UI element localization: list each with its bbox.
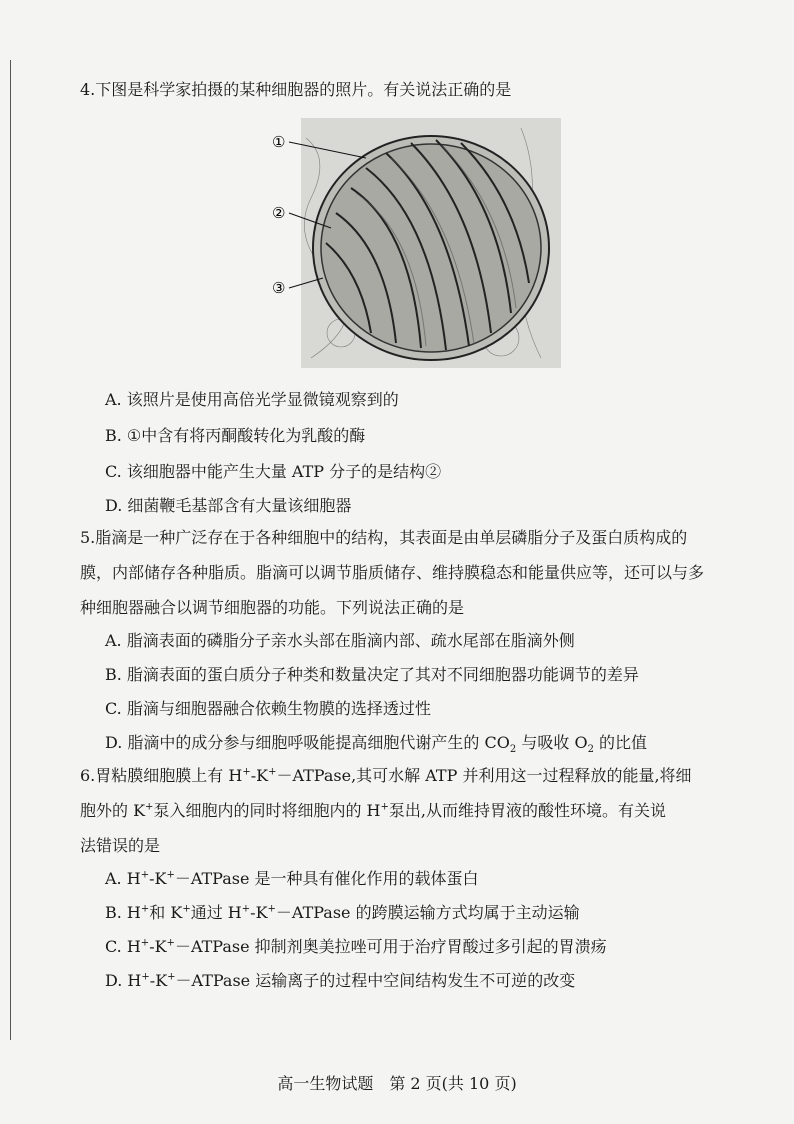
q6-option-d xyxy=(105,971,575,991)
q6-b-s: －ATPase 的跨膜运输方式均属于主动运输 xyxy=(275,903,580,922)
q5-stem-line-3: 种细胞器融合以调节细胞器的功能。下列说法正确的是 xyxy=(80,598,465,617)
sup-plus: + xyxy=(140,903,150,915)
q6-l1-c: －ATPase,其可水解 ATP 并利用这一过程释放的能量,将细 xyxy=(276,766,692,785)
q6-d-m: -K xyxy=(149,971,168,990)
q6-d-s: －ATPase 运输离子的过程中空间结构发生不可逆的改变 xyxy=(175,971,576,990)
q4-option-c: C. 该细胞器中能产生大量 ATP 分子的是结构② xyxy=(105,462,442,481)
q6-l2-b: 泵入细胞内的同时将细胞内的 H xyxy=(153,801,381,820)
sup-plus: + xyxy=(242,766,251,778)
q6-l2-c: 泵出,从而维持胃液的酸性环境。有关说 xyxy=(388,801,666,820)
sup-plus: + xyxy=(267,903,276,915)
label-2: ② xyxy=(272,204,286,222)
q6-l1-b: -K xyxy=(250,766,269,785)
co2-subscript: 2 xyxy=(509,744,517,756)
q6-stem-line-1 xyxy=(80,766,692,786)
label-1: ① xyxy=(272,133,286,151)
label-3: ③ xyxy=(272,279,286,297)
q6-c-m: -K xyxy=(149,937,167,956)
q6-option-a xyxy=(105,869,479,889)
q6-option-c xyxy=(105,937,607,957)
q5-stem-line-2: 膜，内部储存各种脂质。脂滴可以调节脂质储存、维持膜稳态和能量供应等，还可以与多 xyxy=(80,563,705,582)
q6-d-p: D. H xyxy=(105,971,142,990)
q5-option-c: C. 脂滴与细胞器融合依赖生物膜的选择透过性 xyxy=(105,699,431,718)
q6-b-p: B. H xyxy=(105,903,141,922)
sup-plus: + xyxy=(145,801,154,813)
q4-option-a: A. 该照片是使用高倍光学显微镜观察到的 xyxy=(105,390,399,409)
sup-plus: + xyxy=(182,903,191,915)
sup-plus: + xyxy=(140,937,150,949)
sup-plus: + xyxy=(380,801,389,813)
sup-plus: + xyxy=(268,766,277,778)
q6-b-m: 和 K xyxy=(149,903,183,922)
q6-a-s: －ATPase 是一种具有催化作用的载体蛋白 xyxy=(174,869,479,888)
q6-stem-line-2 xyxy=(80,801,666,821)
q6-stem-line-3: 法错误的是 xyxy=(80,836,161,855)
sup-plus: + xyxy=(241,903,251,915)
q4-stem: 4.下图是科学家拍摄的某种细胞器的照片。有关说法正确的是 xyxy=(80,80,512,99)
q6-a-p: A. H xyxy=(105,869,141,888)
q5-option-a: A. 脂滴表面的磷脂分子亲水头部在脂滴内部、疏水尾部在脂滴外侧 xyxy=(105,631,575,650)
sup-plus: + xyxy=(166,937,175,949)
mitochondrion-micrograph xyxy=(271,118,561,368)
q6-l2-a: 胞外的 K xyxy=(80,801,146,820)
sup-plus: + xyxy=(166,869,175,881)
q6-b-m2: 通过 H xyxy=(190,903,242,922)
inner-membrane xyxy=(321,144,541,352)
q6-c-s: －ATPase 抑制剂奥美拉唑可用于治疗胃酸过多引起的胃溃疡 xyxy=(174,937,607,956)
q6-l1-a: 6.胃粘膜细胞膜上有 H xyxy=(80,766,243,785)
sup-plus: + xyxy=(141,971,150,983)
q6-c-p: C. H xyxy=(105,937,141,956)
q4-option-d: D. 细菌鞭毛基部含有大量该细胞器 xyxy=(105,496,352,515)
sup-plus: + xyxy=(140,869,150,881)
q5-d-text-2: 与吸收 O xyxy=(516,733,588,752)
q5-d-text: D. 脂滴中的成分参与细胞呼吸能提高细胞代谢产生的 CO xyxy=(105,733,510,752)
q5-option-b: B. 脂滴表面的蛋白质分子种类和数量决定了其对不同细胞器功能调节的差异 xyxy=(105,665,639,684)
o2-subscript: 2 xyxy=(587,744,594,756)
page-footer: 高一生物试题 第 2 页(共 10 页) xyxy=(277,1074,517,1093)
q5-d-text-3: 的比值 xyxy=(593,733,648,752)
q6-a-m: -K xyxy=(149,869,167,888)
q5-option-d xyxy=(105,733,648,756)
q6-b-m3: -K xyxy=(250,903,268,922)
q5-stem-line-1: 5.脂滴是一种广泛存在于各种细胞中的结构，其表面是由单层磷脂分子及蛋白质构成的 xyxy=(80,528,688,547)
q6-option-b xyxy=(105,903,580,923)
sup-plus: + xyxy=(167,971,176,983)
q4-option-b: B. ①中含有将丙酮酸转化为乳酸的酶 xyxy=(105,426,366,445)
